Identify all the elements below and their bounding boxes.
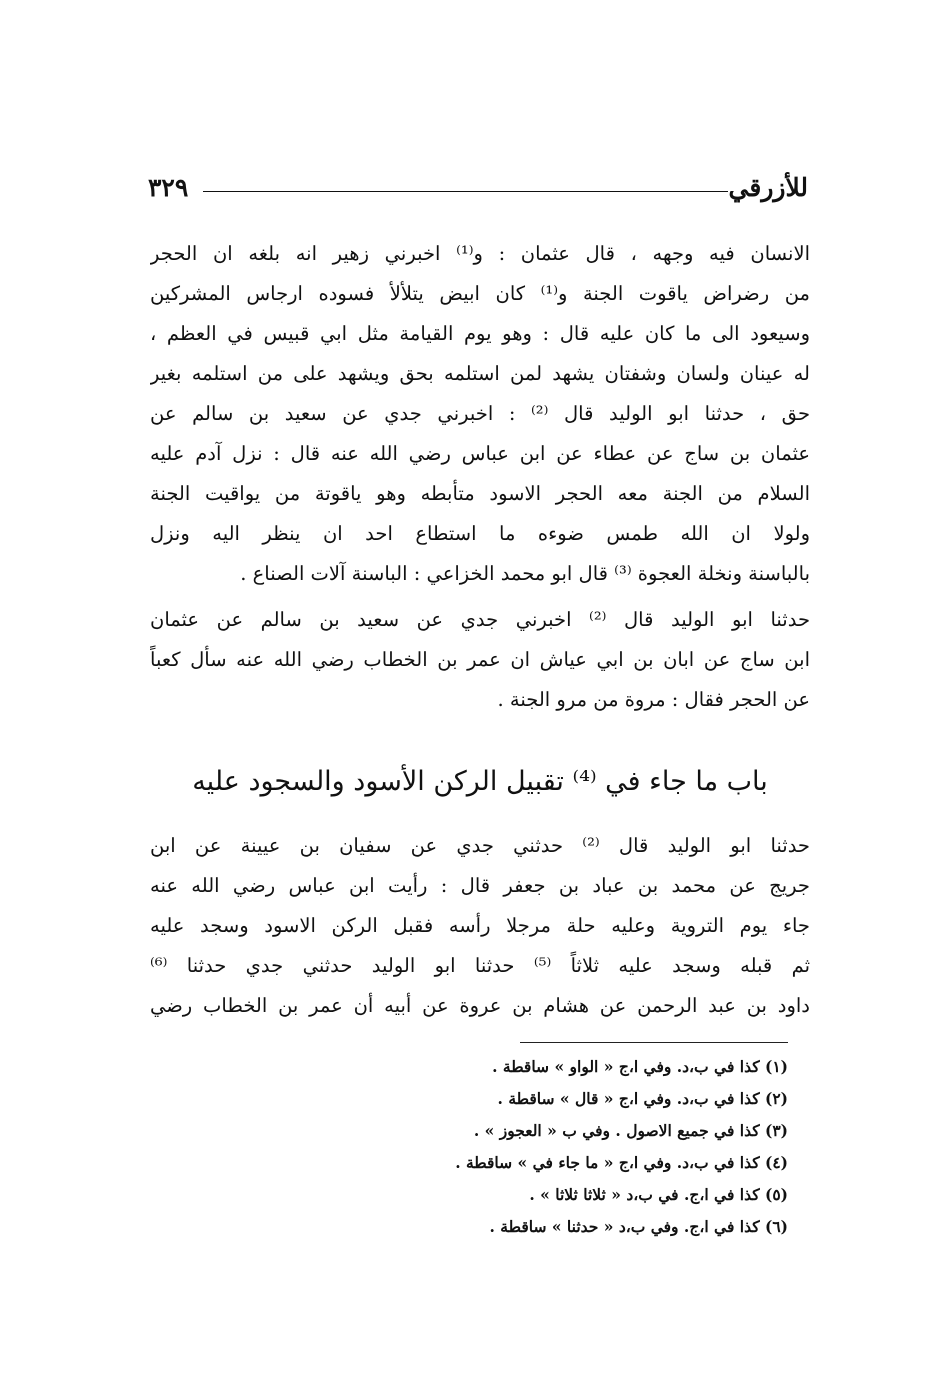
footnote-item: (٦) كذا في ا،ج. وفي ب،د « حدثنا » ساقطة . (489, 1217, 788, 1236)
text-line: داود بن عبد الرحمن عن هشام بن عروة عن أبيه أن عمر بن الخطاب رضي (150, 994, 810, 1017)
text-line: له عينان ولسان وشفتان يشهد لمن استلمه بحق ويشهد على من استلمه بغير (150, 362, 810, 385)
text-line: ولولا ان الله طمس ضوءه ما استطاع احد ان ينظر اليه ونزل (150, 522, 810, 545)
running-title: للأزرقي (728, 173, 808, 202)
footnote-item: (٥) كذا في ا،ج. في ب،د « ثلاثا ثلاثا » . (529, 1185, 788, 1204)
text-line: السلام من الجنة معه الحجر الاسود متأبطه وهو ياقوتة من يواقيت الجنة (150, 482, 810, 505)
text-line: الانسان فيه وجهه ، قال عثمان : و⁽¹⁾ اخبرني زهير انه بلغه ان الحجر (150, 242, 810, 265)
footnotes (268, 1051, 788, 1243)
paragraph-2 (150, 600, 810, 720)
text-line: جريج عن محمد بن عباد بن جعفر قال : رأيت ابن عباس رضي الله عنه (150, 874, 810, 897)
text-line: وسيعود الى ما كان عليه قال : وهو يوم القيامة مثل ابي قبيس في العظم ، (150, 322, 810, 345)
page-header (148, 168, 808, 208)
text-line: بالباسنة ونخلة العجوة ⁽³⁾ قال ابو محمد الخزاعي : الباسنة آلات الصناع . (240, 562, 810, 585)
text-line: حق ، حدثنا ابو الوليد قال ⁽²⁾ : اخبرني جدي عن سعيد بن سالم عن (150, 402, 810, 425)
footnote-item: (٣) كذا في جميع الاصول . وفي ب « العجوز » . (473, 1121, 788, 1140)
text-line: حدثنا ابو الوليد قال ⁽²⁾ حدثني جدي عن سفيان بن عيينة عن ابن (150, 834, 810, 857)
footnote-item: (٢) كذا في ب،د. وفي ا،ج « قال » ساقطة . (497, 1089, 788, 1108)
section-heading: باب ما جاء في ⁽⁴⁾ تقبيل الركن الأسود والسجود عليه (192, 766, 768, 797)
text-line: ابن ساج عن ابان بن ابي عياش ان عمر بن الخطاب رضي الله عنه سأل كعباً (150, 648, 810, 671)
text-line: حدثنا ابو الوليد قال ⁽²⁾ اخبرني جدي عن سعيد بن سالم عن عثمان (150, 608, 810, 631)
paragraph-1 (150, 234, 810, 594)
paragraph-3 (150, 826, 810, 1026)
text-line: من رضراض ياقوت الجنة و⁽¹⁾ كان ابيض يتلألأ فسوده ارجاس المشركين (150, 282, 810, 305)
header-rule (203, 191, 728, 192)
footnote-item: (٤) كذا في ب،د. وفي ا،ج « ما جاء في » ساقطة . (455, 1153, 788, 1172)
text-line: ثم قبله وسجد عليه ثلاثاً ⁽⁵⁾ حدثنا ابو الوليد حدثني جدي حدثنا ⁽⁶⁾ (150, 954, 810, 977)
text-line: جاء يوم التروية وعليه حلة مرجلا رأسه فقبل الركن الاسود وسجد عليه (150, 914, 810, 937)
page-number: ٣٢٩ (148, 173, 189, 202)
text-line: عثمان بن ساج عن عطاء عن ابن عباس رضي الله عنه قال : نزل آدم عليه (150, 442, 810, 465)
footnote-rule (520, 1042, 788, 1043)
text-line: عن الحجر فقال : مروة من مرو الجنة . (497, 688, 810, 711)
footnote-item: (١) كذا في ب،د. وفي ا،ج « الواو » ساقطة . (492, 1057, 788, 1076)
